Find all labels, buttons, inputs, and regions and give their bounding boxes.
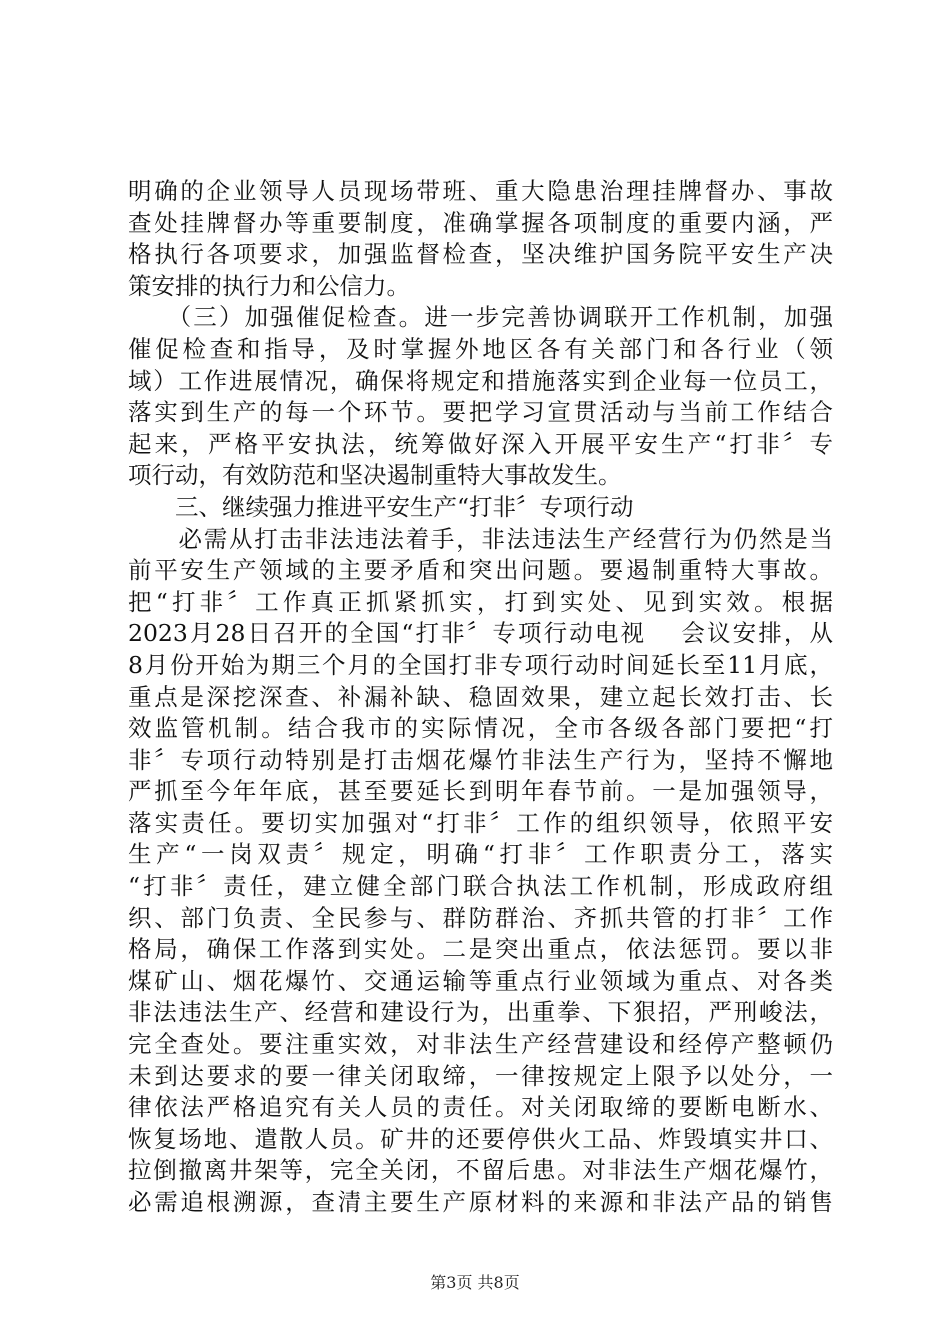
text-line: “打非〞责任，建立健全部门联合执法工作机制，形成政府组 bbox=[128, 872, 833, 901]
body-text bbox=[128, 176, 833, 1219]
text-line: 拉倒撤离井架等，完全关闭，不留后患。对非法生产烟花爆竹， bbox=[128, 1156, 833, 1185]
text-line: 效监管机制。结合我市的实际情况，全市各级各部门要把“打 bbox=[128, 714, 833, 743]
text-line: 非法违法生产、经营和建设行为，出重拳、下狠招，严刑峻法， bbox=[128, 998, 833, 1027]
text-line: 项行动，有效防范和坚决遏制重特大事故发生。 bbox=[128, 461, 622, 490]
text-line: 必需从打击非法违法着手，非法违法生产经营行为仍然是当 bbox=[128, 524, 833, 553]
text-line: 格执行各项要求，加强监督检查，坚决维护国务院平安生产决 bbox=[128, 240, 833, 269]
text-line: 落实到生产的每一个环节。要把学习宣贯活动与当前工作结合 bbox=[128, 398, 833, 427]
text-line: 未到达要求的要一律关闭取缔，一律按规定上限予以处分，一 bbox=[128, 1061, 833, 1090]
text-line: 织、部门负责、全民参与、群防群治、齐抓共管的打非〞工作 bbox=[128, 903, 833, 932]
text-line: 前平安生产领域的主要矛盾和突出问题。要遏制重特大事故。 bbox=[128, 556, 833, 585]
text-line: 起来，严格平安执法，统筹做好深入开展平安生产“打非〞专 bbox=[128, 429, 833, 458]
text-line: 落实责任。要切实加强对“打非〞工作的组织领导，依照平安 bbox=[128, 808, 833, 837]
text-line: 明确的企业领导人员现场带班、重大隐患治理挂牌督办、事故 bbox=[128, 177, 833, 205]
text-line: 2023月28日召开的全国“打非〞专项行动电视 会议安排，从 bbox=[128, 619, 833, 648]
text-line: 8月份开始为期三个月的全国打非专项行动时间延长至11月底， bbox=[128, 650, 833, 679]
text-line: 严抓至今年年底，甚至要延长到明年春节前。一是加强领导， bbox=[128, 777, 833, 806]
text-line: 生产“一岗双责〞规定，明确“打非〞工作职责分工，落实 bbox=[128, 840, 833, 869]
text-line: 必需追根溯源，查清主要生产原材料的来源和非法产品的销售 bbox=[128, 1188, 833, 1216]
text-line: 查处挂牌督办等重要制度，准确掌握各项制度的重要内涵，严 bbox=[128, 208, 833, 237]
page-footer: 第3页 共8页 bbox=[430, 1273, 520, 1292]
text-line: 策安排的执行力和公信力。 bbox=[128, 271, 410, 300]
text-line: （三）加强催促检查。进一步完善协调联开工作机制，加强 bbox=[128, 303, 833, 332]
text-line: 重点是深挖深查、补漏补缺、稳固效果，建立起长效打击、长 bbox=[128, 682, 833, 711]
text-line: 格局，确保工作落到实处。二是突出重点，依法惩罚。要以非 bbox=[128, 935, 833, 964]
text-line: 催促检查和指导，及时掌握外地区各有关部门和各行业（领 bbox=[128, 334, 833, 363]
text-line: 三、继续强力推进平安生产“打非〞专项行动 bbox=[128, 492, 634, 521]
text-line: 域）工作进展情况，确保将规定和措施落实到企业每一位员工， bbox=[128, 366, 833, 395]
text-line: 完全查处。要注重实效，对非法生产经营建设和经停产整顿仍 bbox=[128, 1030, 833, 1059]
text-line: 非〞专项行动特别是打击烟花爆竹非法生产行为，坚持不懈地 bbox=[128, 745, 833, 774]
text-line: 煤矿山、烟花爆竹、交通运输等重点行业领域为重点、对各类 bbox=[128, 966, 833, 995]
text-line: 恢复场地、遣散人员。矿井的还要停供火工品、炸毁填实井口、 bbox=[128, 1124, 833, 1153]
text-line: 律依法严格追究有关人员的责任。对关闭取缔的要断电断水、 bbox=[128, 1093, 833, 1122]
text-line: 把“打非〞工作真正抓紧抓实，打到实处、见到实效。根据 bbox=[128, 587, 833, 616]
